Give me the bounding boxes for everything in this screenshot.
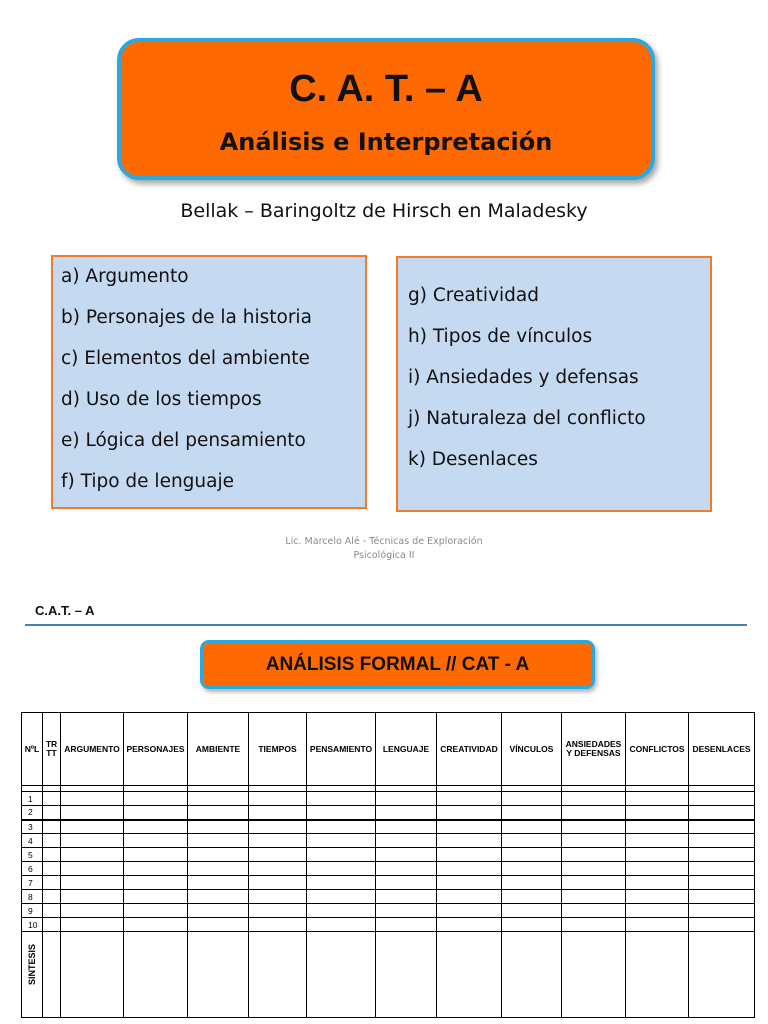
table-cell[interactable] (124, 904, 188, 918)
column-header: NºL (22, 713, 43, 786)
table-cell[interactable] (43, 834, 61, 848)
column-header: VÍNCULOS (502, 713, 562, 786)
list-item: f) Tipo de lenguaje (61, 471, 235, 492)
table-cell[interactable] (307, 862, 376, 876)
table-cell[interactable] (307, 932, 376, 1018)
list-item: h) Tipos de vínculos (408, 326, 593, 347)
table-cell[interactable] (376, 820, 437, 834)
table-cell[interactable] (437, 904, 502, 918)
table-cell[interactable] (61, 820, 124, 834)
table-cell[interactable] (188, 848, 249, 862)
column-header: TR TT (43, 713, 61, 786)
column-header: TIEMPOS (249, 713, 307, 786)
table-cell[interactable] (562, 876, 626, 890)
list-item: k) Desenlaces (408, 449, 538, 470)
synthesis-label-cell (22, 932, 43, 1018)
table-cell[interactable] (249, 834, 307, 848)
column-header: DESENLACES (689, 713, 755, 786)
table-cell[interactable] (61, 848, 124, 862)
table-cell[interactable] (188, 862, 249, 876)
row-number: 9 (22, 904, 43, 918)
table-cell[interactable] (61, 918, 124, 932)
table-cell[interactable] (689, 876, 755, 890)
table-cell[interactable] (689, 904, 755, 918)
table-cell[interactable] (43, 932, 61, 1018)
table-cell[interactable] (249, 848, 307, 862)
table-cell[interactable] (689, 834, 755, 848)
row-number: 5 (22, 848, 43, 862)
table-cell[interactable] (376, 792, 437, 806)
table-cell[interactable] (562, 820, 626, 834)
table-cell[interactable] (249, 904, 307, 918)
header-divider (25, 624, 747, 626)
table-cell[interactable] (43, 918, 61, 932)
section-header: C.A.T. – A (35, 603, 95, 618)
table-cell[interactable] (689, 918, 755, 932)
table-cell[interactable] (307, 820, 376, 834)
table-cell[interactable] (437, 932, 502, 1018)
table-row (22, 834, 755, 848)
table-cell[interactable] (626, 792, 689, 806)
table-row (22, 792, 755, 806)
table-header-row (22, 713, 755, 786)
table-cell[interactable] (562, 806, 626, 820)
table-cell[interactable] (43, 806, 61, 820)
table-cell[interactable] (188, 876, 249, 890)
table-row (22, 876, 755, 890)
row-number: 6 (22, 862, 43, 876)
synthesis-label: SINTESIS (27, 943, 37, 985)
table-cell[interactable] (502, 862, 562, 876)
table-cell[interactable] (626, 890, 689, 904)
table-cell[interactable] (249, 876, 307, 890)
table-cell[interactable] (307, 890, 376, 904)
table-row (22, 890, 755, 904)
column-header: LENGUAJE (376, 713, 437, 786)
column-header: CREATIVIDAD (437, 713, 502, 786)
table-cell[interactable] (626, 820, 689, 834)
table-cell[interactable] (376, 890, 437, 904)
table-cell[interactable] (437, 792, 502, 806)
table-cell[interactable] (188, 820, 249, 834)
table-cell[interactable] (124, 820, 188, 834)
row-number: 8 (22, 890, 43, 904)
table-cell[interactable] (502, 890, 562, 904)
table-cell[interactable] (562, 792, 626, 806)
table-cell[interactable] (61, 904, 124, 918)
synthesis-row (22, 932, 755, 1018)
table-cell[interactable] (502, 820, 562, 834)
table-cell[interactable] (124, 806, 188, 820)
title-banner (117, 38, 655, 180)
table-cell[interactable] (502, 834, 562, 848)
table-cell[interactable] (307, 904, 376, 918)
column-header: PERSONAJES (124, 713, 188, 786)
table-cell[interactable] (437, 848, 502, 862)
table-cell[interactable] (249, 792, 307, 806)
table-cell[interactable] (43, 862, 61, 876)
table-cell[interactable] (124, 834, 188, 848)
table-cell[interactable] (249, 918, 307, 932)
table-cell[interactable] (43, 890, 61, 904)
table-cell[interactable] (562, 918, 626, 932)
table-cell[interactable] (249, 890, 307, 904)
table-cell[interactable] (249, 932, 307, 1018)
table-cell[interactable] (188, 918, 249, 932)
table-cell[interactable] (437, 806, 502, 820)
table-cell[interactable] (124, 932, 188, 1018)
table-cell[interactable] (689, 806, 755, 820)
table-body (22, 786, 755, 1018)
list-item: b) Personajes de la historia (61, 307, 312, 328)
table-cell[interactable] (43, 876, 61, 890)
table-cell[interactable] (626, 834, 689, 848)
table-row (22, 820, 755, 834)
table-cell[interactable] (376, 904, 437, 918)
table-row (22, 806, 755, 820)
table-cell[interactable] (188, 834, 249, 848)
authors-line: Bellak – Baringoltz de Hirsch en Maladesky (180, 200, 588, 222)
table-cell[interactable] (61, 890, 124, 904)
table-cell[interactable] (562, 932, 626, 1018)
list-item: a) Argumento (61, 266, 189, 287)
table-cell[interactable] (307, 806, 376, 820)
table-cell[interactable] (437, 918, 502, 932)
list-item: d) Uso de los tiempos (61, 389, 262, 410)
table-cell[interactable] (376, 876, 437, 890)
table-cell[interactable] (124, 848, 188, 862)
row-number: 4 (22, 834, 43, 848)
table-cell[interactable] (188, 792, 249, 806)
table-cell[interactable] (307, 834, 376, 848)
table-cell[interactable] (689, 890, 755, 904)
criteria-list-left (51, 255, 367, 509)
table-cell[interactable] (249, 806, 307, 820)
table-cell[interactable] (626, 876, 689, 890)
table-cell[interactable] (437, 834, 502, 848)
table-cell[interactable] (626, 904, 689, 918)
table-cell[interactable] (124, 862, 188, 876)
table-cell[interactable] (249, 820, 307, 834)
table-cell[interactable] (43, 820, 61, 834)
table-cell[interactable] (376, 834, 437, 848)
formal-analysis-banner: ANÁLISIS FORMAL // CAT - A (200, 640, 595, 689)
table-cell[interactable] (61, 932, 124, 1018)
table-cell[interactable] (61, 834, 124, 848)
table-cell[interactable] (61, 792, 124, 806)
table-cell[interactable] (124, 918, 188, 932)
row-number: 2 (22, 806, 43, 820)
table-cell[interactable] (188, 890, 249, 904)
table-cell[interactable] (43, 904, 61, 918)
table-cell[interactable] (437, 890, 502, 904)
table-cell[interactable] (307, 876, 376, 890)
table-cell[interactable] (437, 862, 502, 876)
table-cell[interactable] (124, 890, 188, 904)
table-cell[interactable] (502, 932, 562, 1018)
table-cell[interactable] (502, 806, 562, 820)
table-cell[interactable] (502, 848, 562, 862)
table-cell[interactable] (307, 848, 376, 862)
table-cell[interactable] (689, 848, 755, 862)
table-row (22, 918, 755, 932)
column-header: CONFLICTOS (626, 713, 689, 786)
table-cell[interactable] (61, 806, 124, 820)
column-header: ARGUMENTO (61, 713, 124, 786)
table-cell[interactable] (61, 862, 124, 876)
table-cell[interactable] (188, 904, 249, 918)
table-cell[interactable] (249, 862, 307, 876)
table-cell[interactable] (437, 820, 502, 834)
list-item: c) Elementos del ambiente (61, 348, 310, 369)
table-cell[interactable] (626, 932, 689, 1018)
table-cell[interactable] (437, 876, 502, 890)
column-header: AMBIENTE (188, 713, 249, 786)
table-cell[interactable] (502, 918, 562, 932)
analysis-table (21, 712, 755, 1018)
table-cell[interactable] (562, 834, 626, 848)
row-number: 3 (22, 820, 43, 834)
table-cell[interactable] (502, 904, 562, 918)
list-item: g) Creatividad (408, 285, 539, 306)
table-cell[interactable] (626, 806, 689, 820)
table-cell[interactable] (502, 792, 562, 806)
table-cell[interactable] (43, 792, 61, 806)
table-cell[interactable] (562, 890, 626, 904)
table-cell[interactable] (562, 904, 626, 918)
row-number: 10 (22, 918, 43, 932)
column-header: ANSIEDADES Y DEFENSAS (562, 713, 626, 786)
table-cell[interactable] (689, 792, 755, 806)
table-cell[interactable] (626, 848, 689, 862)
table-cell[interactable] (61, 876, 124, 890)
slide-footer (0, 535, 768, 563)
table-cell[interactable] (188, 806, 249, 820)
table-row (22, 904, 755, 918)
table-cell[interactable] (689, 862, 755, 876)
criteria-list-right (396, 256, 712, 512)
table-cell[interactable] (562, 862, 626, 876)
table-cell[interactable] (562, 848, 626, 862)
table-row (22, 848, 755, 862)
list-item: e) Lógica del pensamiento (61, 430, 306, 451)
table-cell[interactable] (188, 932, 249, 1018)
table-cell[interactable] (307, 792, 376, 806)
slide-subtitle: Análisis e Interpretación (219, 128, 553, 156)
table-cell[interactable] (124, 876, 188, 890)
slide-title: C. A. T. – A (289, 68, 483, 110)
table-cell[interactable] (689, 932, 755, 1018)
table-cell[interactable] (43, 848, 61, 862)
row-number: 7 (22, 876, 43, 890)
table-cell[interactable] (376, 806, 437, 820)
table-cell[interactable] (376, 848, 437, 862)
table-cell[interactable] (124, 792, 188, 806)
table-cell[interactable] (307, 918, 376, 932)
table-cell[interactable] (502, 876, 562, 890)
table-cell[interactable] (689, 820, 755, 834)
table-row (22, 862, 755, 876)
table-cell[interactable] (376, 918, 437, 932)
list-item: j) Naturaleza del conflicto (408, 408, 646, 429)
table-cell[interactable] (626, 918, 689, 932)
list-item: i) Ansiedades y defensas (408, 367, 639, 388)
table-cell[interactable] (626, 862, 689, 876)
row-number: 1 (22, 792, 43, 806)
footer-line-1: Lic. Marcelo Alé - Técnicas de Exploración (285, 536, 483, 547)
table-cell[interactable] (376, 932, 437, 1018)
column-header: PENSAMIENTO (307, 713, 376, 786)
table-cell[interactable] (376, 862, 437, 876)
footer-line-2: Psicológica II (353, 550, 415, 561)
